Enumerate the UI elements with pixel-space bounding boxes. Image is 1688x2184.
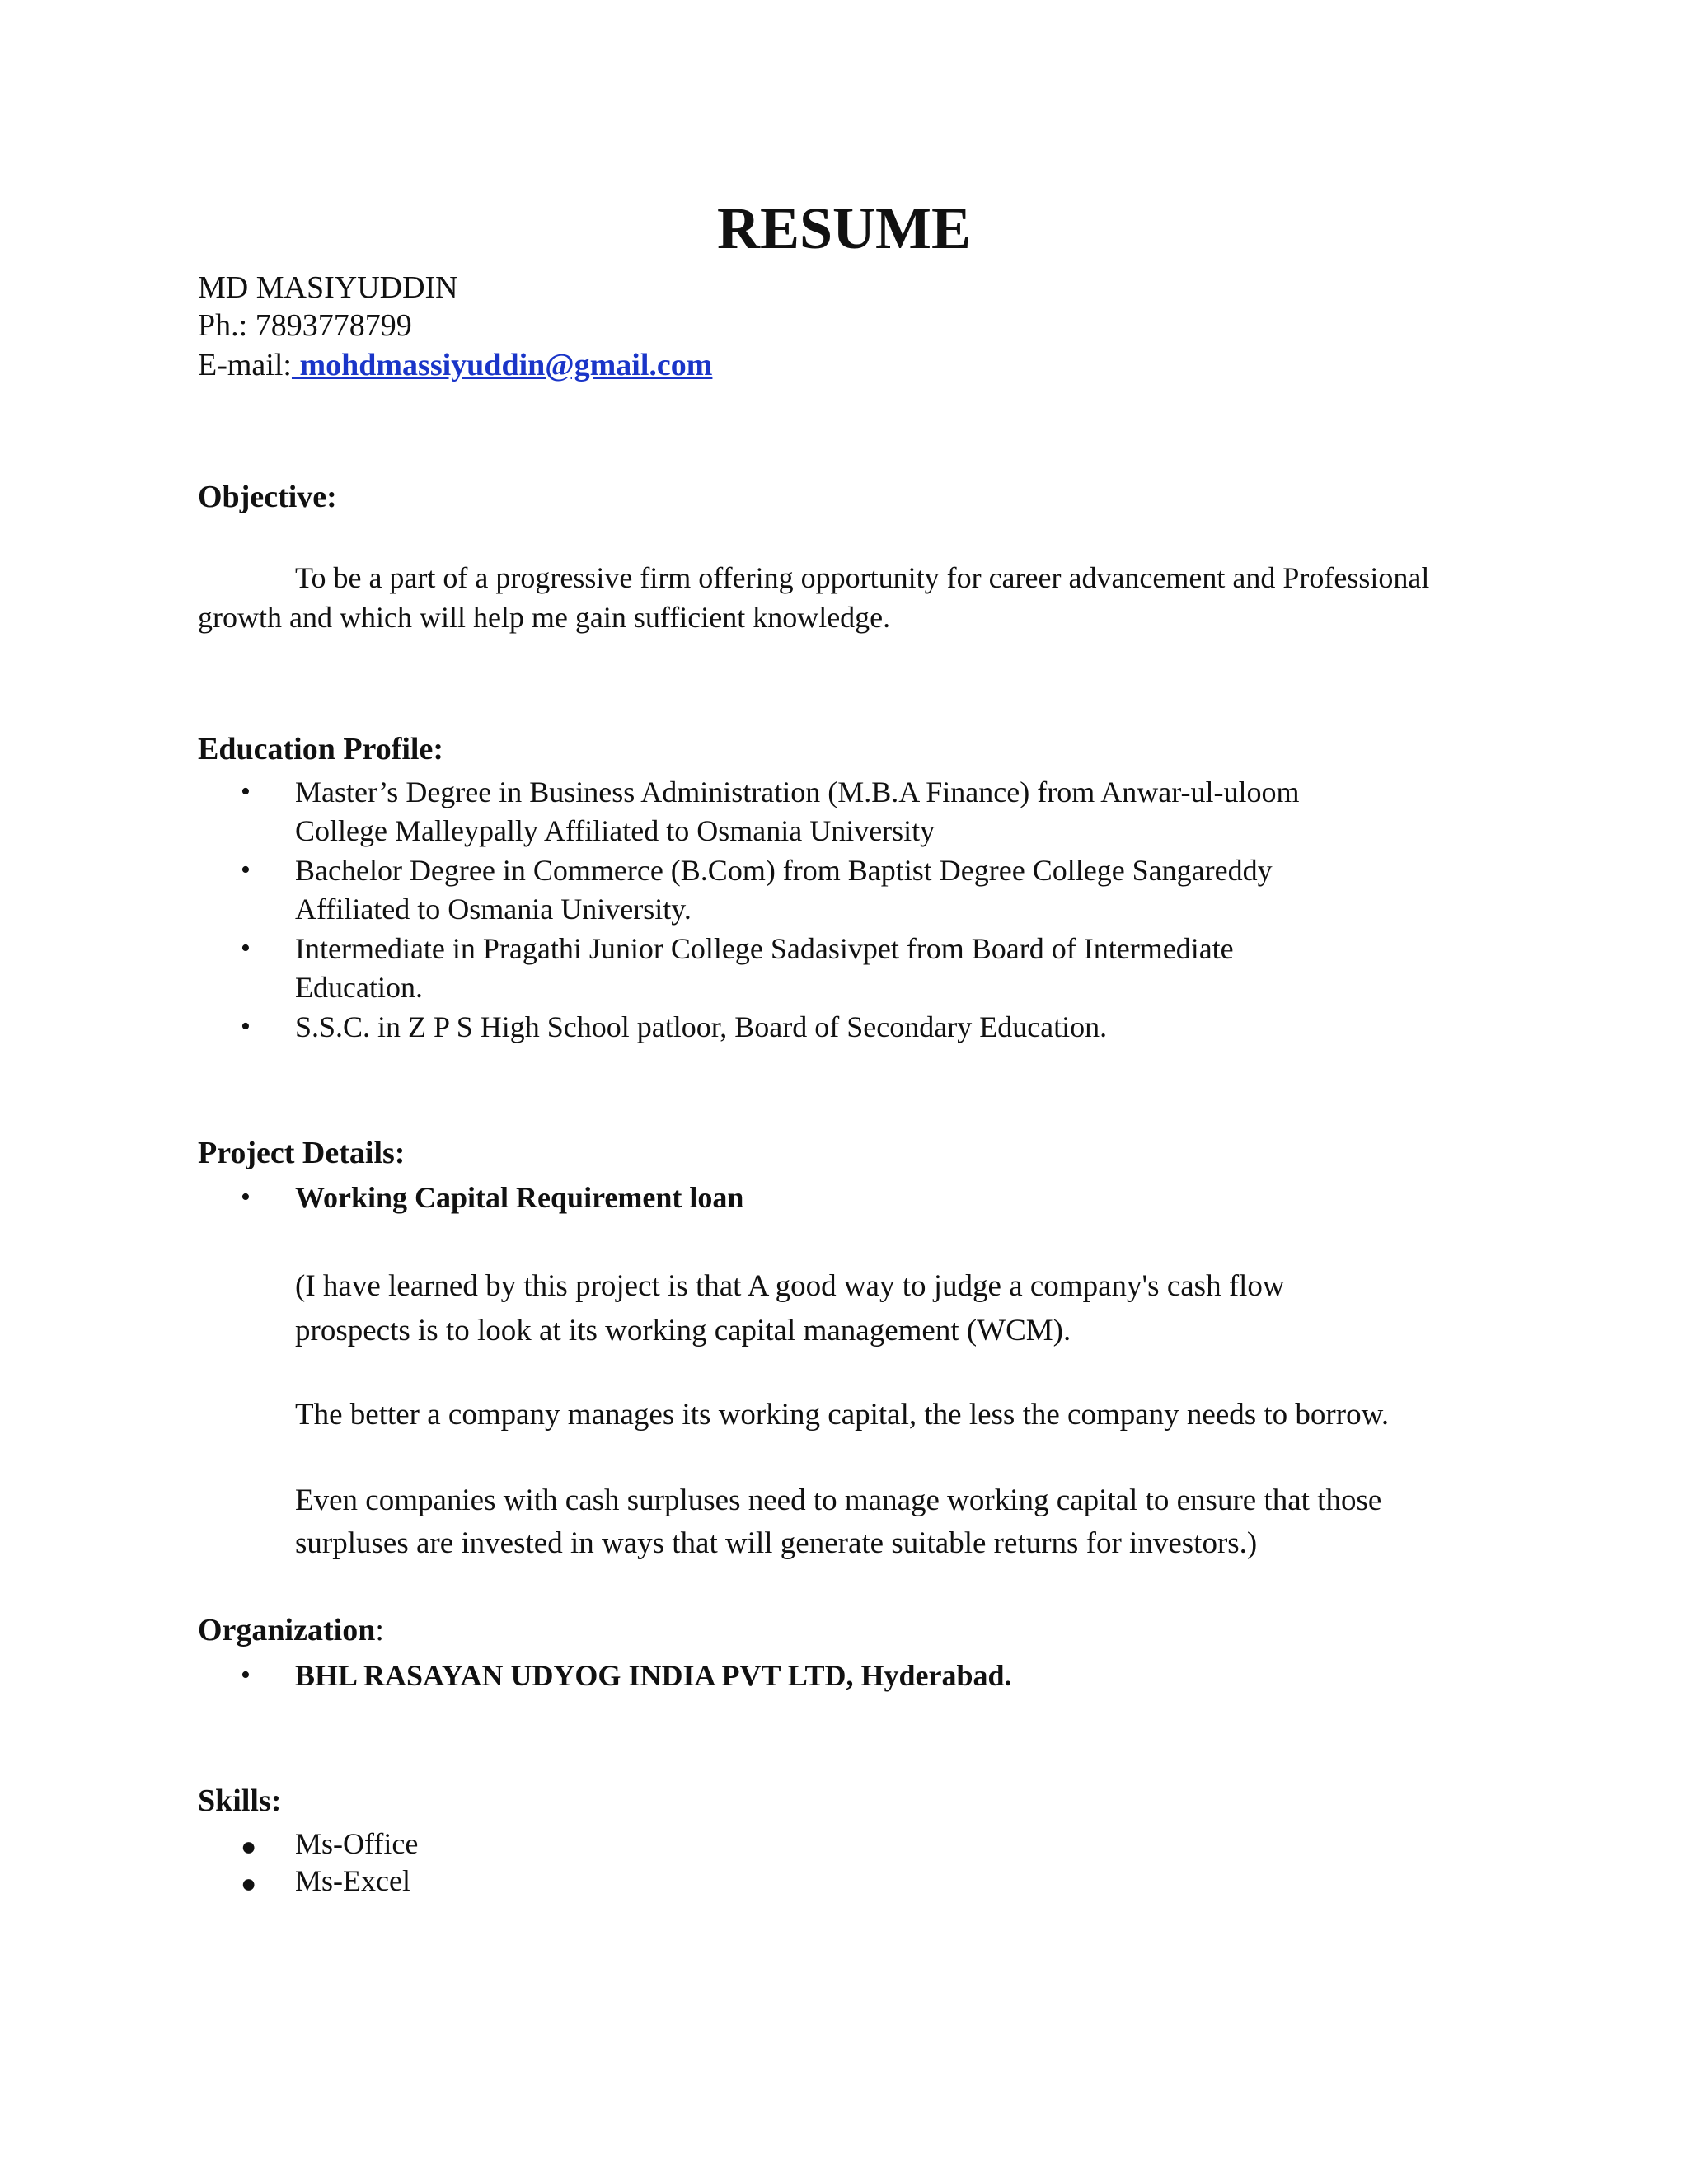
education-bullet-3: • [241, 933, 251, 963]
organization-name: BHL RASAYAN UDYOG INDIA PVT LTD, Hyderabad. [295, 1659, 1012, 1692]
document-title: RESUME [716, 195, 972, 261]
education-bullet-2: • [241, 855, 251, 885]
organization-bullet: • [241, 1660, 251, 1690]
project-heading: Project Details: [198, 1136, 406, 1170]
education-item-3-line-1: Intermediate in Pragathi Junior College Sadasivpet from Board of Intermediate [295, 932, 1234, 965]
education-item-3-line-2: Education. [295, 971, 423, 1004]
education-item-2-line-1: Bachelor Degree in Commerce (B.Com) from Baptist Degree College Sangareddy [295, 854, 1273, 887]
organization-heading-colon: : [375, 1613, 384, 1647]
phone-number: Ph.: 7893778799 [198, 308, 412, 343]
project-name: Working Capital Requirement loan [295, 1181, 744, 1214]
candidate-name: MD MASIYUDDIN [198, 270, 458, 305]
education-bullet-4: • [241, 1011, 251, 1042]
education-item-4-line-1: S.S.C. in Z P S High School patloor, Board of Secondary Education. [295, 1010, 1108, 1043]
objective-line-2: growth and which will help me gain sufficient knowledge. [198, 601, 891, 634]
objective-heading: Objective: [198, 480, 337, 514]
skills-bullet-1: ● [241, 1831, 257, 1861]
project-para-1-line-1: (I have learned by this project is that A good way to judge a company's cash flow [295, 1269, 1285, 1303]
education-heading: Education Profile: [198, 732, 444, 766]
email-link[interactable]: mohdmassiyuddin@gmail.com [291, 348, 713, 382]
skill-item-2: Ms-Excel [295, 1864, 410, 1897]
organization-heading: Organization [198, 1613, 376, 1647]
skill-item-1: Ms-Office [295, 1827, 419, 1860]
education-bullet-1: • [241, 776, 251, 807]
organization-heading-row [198, 1611, 384, 1649]
education-item-1-line-2: College Malleypally Affiliated to Osmania University [295, 814, 935, 847]
skills-heading: Skills: [198, 1783, 282, 1818]
email-label: E-mail: [198, 348, 292, 382]
project-para-2: The better a company manages its working capital, the less the company needs to borrow. [295, 1398, 1390, 1432]
education-item-1-line-1: Master’s Degree in Business Administration (M.B.A Finance) from Anwar-ul-uloom [295, 776, 1300, 808]
project-para-1-line-2: prospects is to look at its working capital management (WCM). [295, 1314, 1071, 1347]
project-para-3-line-2: surpluses are invested in ways that will generate suitable returns for investors.) [295, 1526, 1258, 1560]
email-row [198, 346, 712, 384]
project-para-3-line-1: Even companies with cash surpluses need to manage working capital to ensure that those [295, 1483, 1382, 1517]
education-item-2-line-2: Affiliated to Osmania University. [295, 893, 692, 926]
skills-bullet-2: ● [241, 1868, 257, 1898]
project-bullet: • [241, 1182, 251, 1212]
objective-line-1: To be a part of a progressive firm offering opportunity for career advancement and Professional [295, 561, 1430, 594]
